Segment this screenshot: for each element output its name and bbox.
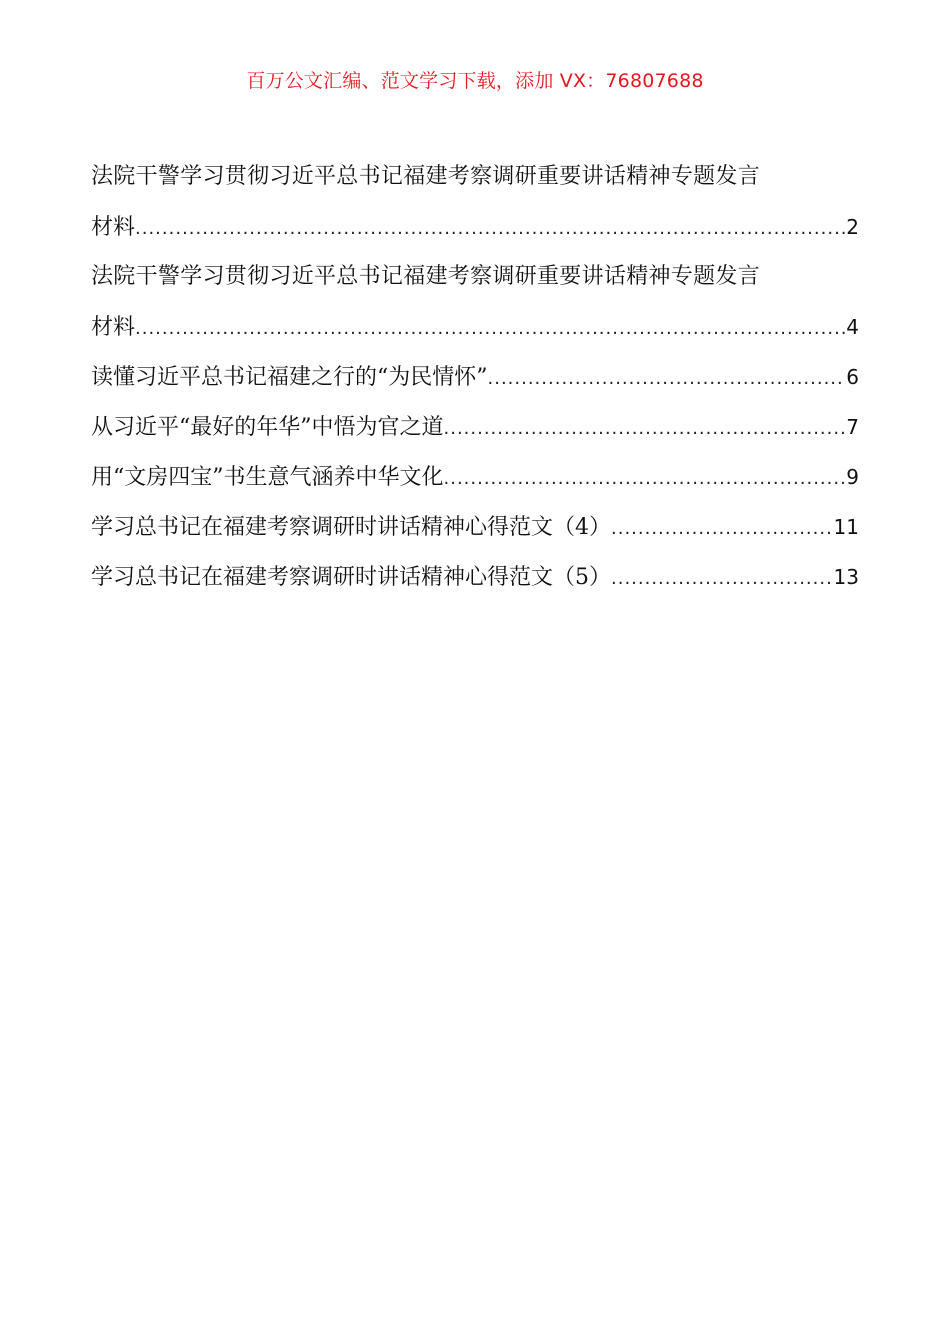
toc-entry[interactable] [91,152,859,252]
toc-entry-title: 学习总书记在福建考察调研时讲话精神心得范文（4） [91,515,611,540]
toc-entry-title: 法院干警学习贯彻习近平总书记福建考察调研重要讲话精神专题发言 [91,264,761,289]
toc-page-number: 9 [846,465,859,489]
toc-entry[interactable] [91,252,859,352]
toc-entry-title-continued: 材料 [91,215,136,240]
toc-entry-title: 法院干警学习贯彻习近平总书记福建考察调研重要讲话精神专题发言 [91,164,761,189]
toc-entry-title-continued: 材料 [91,315,136,340]
toc-dot-leader [444,454,846,504]
header-note: 百万公文汇编、范文学习下载，添加 VX：76807688 [246,70,704,92]
toc-page-number: 7 [846,415,859,439]
toc-page-number: 13 [833,565,859,589]
table-of-contents [91,152,859,602]
toc-entry[interactable] [91,352,859,402]
toc-entry[interactable] [91,452,859,502]
toc-page-number: 11 [833,515,859,539]
toc-entry-title: 学习总书记在福建考察调研时讲话精神心得范文（5） [91,565,611,590]
toc-entry-title: 用“文房四宝”书生意气涵养中华文化 [91,465,444,490]
toc-dot-leader [444,404,846,454]
toc-dot-leader [488,354,846,404]
toc-dot-leader [135,304,845,354]
toc-entry[interactable] [91,552,859,602]
toc-entry[interactable] [91,402,859,452]
toc-entry-title: 从习近平“最好的年华”中悟为官之道 [91,415,444,440]
toc-dot-leader [611,504,833,554]
toc-entry[interactable] [91,502,859,552]
toc-dot-leader [611,554,833,604]
toc-dot-leader [135,204,845,254]
toc-page-number: 4 [846,315,859,339]
toc-page-number: 2 [846,215,859,239]
toc-entry-title: 读懂习近平总书记福建之行的“为民情怀” [91,365,488,390]
toc-page-number: 6 [846,365,859,389]
